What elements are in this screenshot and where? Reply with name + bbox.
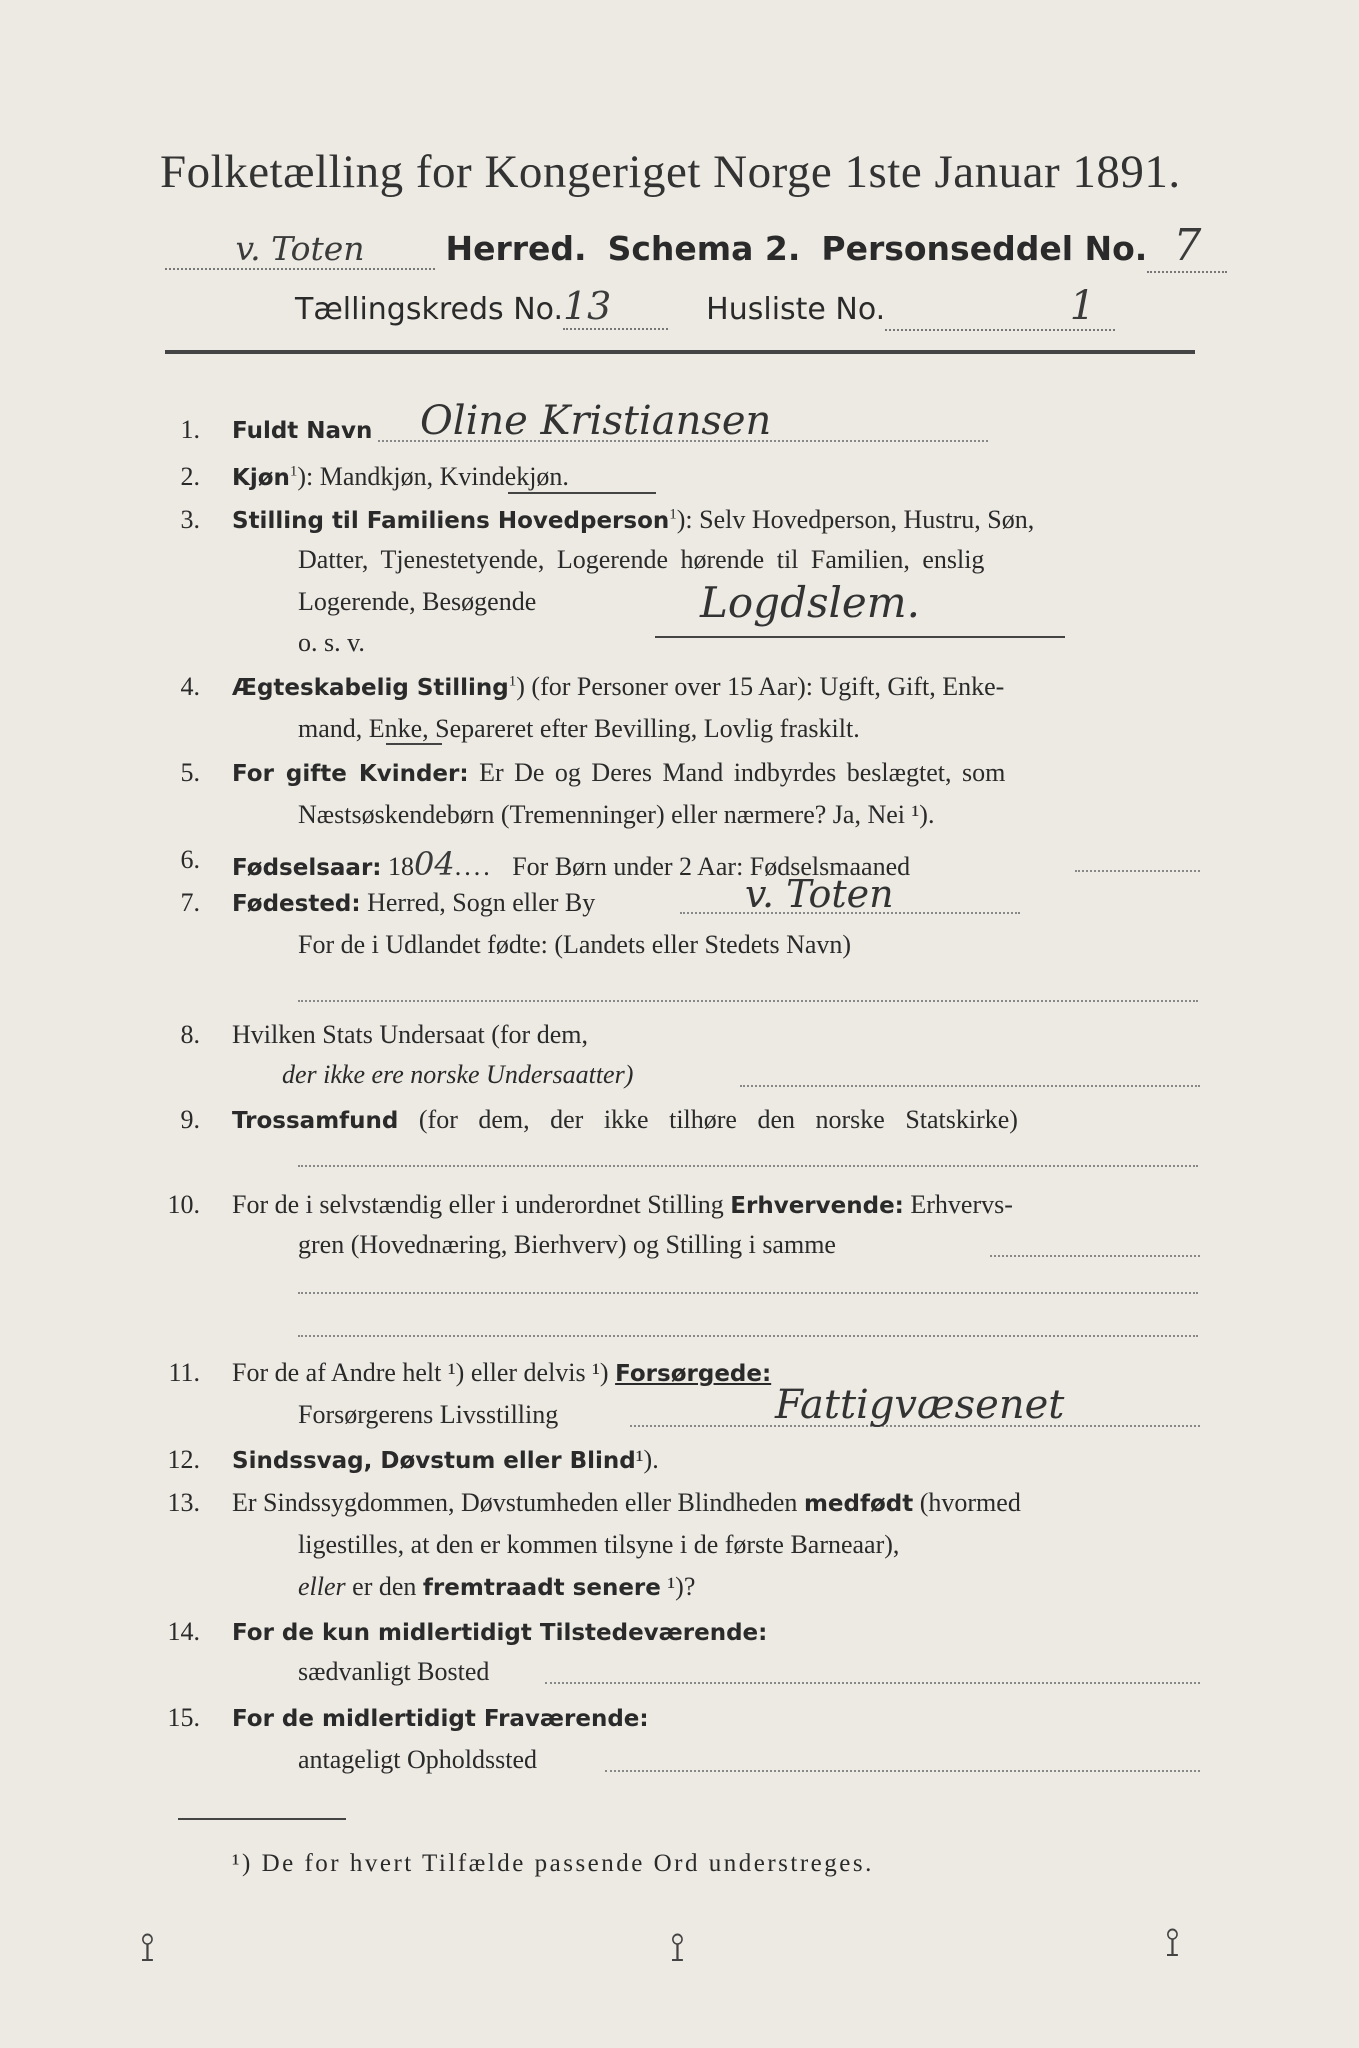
q14-row-1 xyxy=(232,1617,767,1647)
q7-text1: Herred, Sogn eller By xyxy=(367,888,596,917)
q9-num: 9. xyxy=(180,1105,200,1134)
kreds-line xyxy=(295,283,1115,331)
q2-row xyxy=(232,462,569,492)
q14-dotline xyxy=(545,1682,1200,1684)
q11-num: 11. xyxy=(168,1358,200,1387)
q12-row xyxy=(232,1445,659,1475)
q1-label: Fuldt Navn xyxy=(232,418,373,444)
q7-num: 7. xyxy=(180,888,200,917)
personseddel-value: 7 xyxy=(1173,220,1202,271)
q13-num: 13. xyxy=(167,1488,200,1517)
q6-row: Fødselsaar: 1804.... For Børn under 2 Aar: Fødselsmaaned xyxy=(232,845,911,883)
q11-text1: For de af Andre helt ¹) eller delvis ¹) xyxy=(232,1358,609,1387)
q10-dotline-3 xyxy=(298,1335,1198,1337)
q13-label2: fremtraadt senere xyxy=(422,1575,661,1601)
q12-num: 12. xyxy=(167,1445,200,1474)
q6-label: Fødselsaar: xyxy=(232,855,382,881)
q10-text1: For de i selvstændig eller i underordnet Stilling xyxy=(232,1190,724,1219)
personseddel-label: Personseddel No. xyxy=(821,229,1148,268)
footnote-rule xyxy=(178,1818,346,1820)
q6-value: 04 xyxy=(414,845,455,883)
q4-num: 4. xyxy=(180,672,200,701)
q15-text: antageligt Opholdssted xyxy=(298,1745,538,1774)
q3-label: Stilling til Familiens Hovedperson xyxy=(232,508,670,534)
q5-num: 5. xyxy=(180,758,200,787)
q2-label: Kjøn xyxy=(232,465,290,491)
q4-underline-enke xyxy=(386,743,442,745)
footnote: ¹) De for hvert Tilfælde passende Ord understreges. xyxy=(232,1850,874,1877)
q7-dotline-2 xyxy=(298,1000,1198,1002)
q3-text2: Datter, Tjenestetyende, Logerende hørende til Familien, enslig xyxy=(298,545,985,574)
herred-line xyxy=(165,220,1215,273)
q2-underline-kvindekjon xyxy=(508,492,656,494)
q10-dotline-2 xyxy=(298,1292,1198,1294)
corner-mark-center-icon: ⟟ xyxy=(670,1925,685,1971)
q3-row-1: Stilling til Familiens Hovedperson$^1$): Selv Hovedperson, Hustru, Søn, xyxy=(232,505,1035,534)
q14-text: sædvanligt Bosted xyxy=(298,1657,490,1686)
schema-label: Schema 2. xyxy=(607,229,801,268)
q6-prefix: 18 xyxy=(388,852,414,881)
q15-label: For de midlertidigt Fraværende: xyxy=(232,1706,649,1732)
q2-text: ): Mandkjøn, Kvindekjøn. xyxy=(297,462,569,491)
q3-value-underline xyxy=(655,636,1065,638)
corner-mark-right-icon: ⟟ xyxy=(1165,1920,1180,1966)
q5-row-1 xyxy=(232,758,1005,788)
q8-dotline xyxy=(740,1085,1200,1087)
q10-row-1 xyxy=(232,1190,1013,1220)
q6-num: 6. xyxy=(180,845,200,874)
q7-row-1 xyxy=(232,888,595,918)
q10-num: 10. xyxy=(167,1190,200,1219)
q3-num: 3. xyxy=(180,505,200,534)
q11-text2: Forsørgerens Livsstilling xyxy=(298,1400,559,1429)
q9-row xyxy=(232,1105,1018,1135)
q7-text2: For de i Udlandet fødte: (Landets eller Stedets Navn) xyxy=(298,930,852,959)
q8-text2: der ikke ere norske Undersaatter) xyxy=(282,1060,634,1089)
q13-row-1 xyxy=(232,1488,1021,1518)
q13-text3a: eller xyxy=(298,1572,346,1601)
q3-text4: o. s. v. xyxy=(298,628,365,657)
q7-label: Fødested: xyxy=(232,891,361,917)
q13-text3c: ¹)? xyxy=(667,1572,696,1601)
q12-text: ¹). xyxy=(635,1445,659,1474)
q9-text: (for dem, der ikke tilhøre den norske Statskirke) xyxy=(418,1105,1018,1134)
kreds-label: Tællingskreds No. xyxy=(295,292,563,327)
q1-row xyxy=(232,415,372,445)
q11-row-1 xyxy=(232,1358,771,1388)
q14-label: For de kun midlertidigt Tilstedeværende: xyxy=(232,1620,768,1646)
q12-label: Sindssvag, Døvstum eller Blind xyxy=(232,1448,636,1474)
q9-dotline xyxy=(298,1165,1198,1167)
q15-num: 15. xyxy=(167,1703,200,1732)
kreds-value: 13 xyxy=(563,284,612,328)
q8-label: Hvilken Stats Undersaat xyxy=(232,1020,485,1049)
q13-label: medfødt xyxy=(803,1491,914,1517)
q14-num: 14. xyxy=(167,1617,200,1646)
q4-text1: ) (for Personer over 15 Aar): Ugift, Gift, Enke- xyxy=(516,672,1005,701)
q3-value: Logdslem. xyxy=(700,578,920,627)
q10-text1b: Erhvervs- xyxy=(910,1190,1013,1219)
q10-label: Erhvervende: xyxy=(730,1193,904,1219)
header-rule xyxy=(165,350,1195,354)
q11-label: Forsørgede: xyxy=(615,1361,772,1387)
q13-text2: ligestilles, at den er kommen tilsyne i de første Barneaar), xyxy=(298,1530,900,1559)
q5-text1: Er De og Deres Mand indbyrdes beslægtet, som xyxy=(479,758,1006,787)
q4-label: Ægteskabelig Stilling xyxy=(232,675,509,701)
q9-label: Trossamfund xyxy=(232,1108,399,1134)
q4-row-1: Ægteskabelig Stilling$^1$) (for Personer over 15 Aar): Ugift, Gift, Enke- xyxy=(232,672,1005,701)
q10-dotline-1 xyxy=(990,1255,1200,1257)
q1-value: Oline Kristiansen xyxy=(420,398,772,444)
q5-text2: Næstsøskendebørn (Tremenninger) eller nærmere? Ja, Nei ¹). xyxy=(298,800,935,829)
husliste-value: 1 xyxy=(1069,283,1096,329)
q15-dotline xyxy=(605,1770,1200,1772)
q3-text1: ): Selv Hovedperson, Hustru, Søn, xyxy=(676,505,1035,534)
herred-value: v. Toten xyxy=(235,229,365,268)
q13-text3b: er den xyxy=(352,1572,417,1601)
corner-mark-left-icon: ⟟ xyxy=(140,1925,155,1971)
q5-label: For gifte Kvinder: xyxy=(232,761,469,787)
q4-text2: mand, Enke, Separeret efter Bevilling, Lovlig fraskilt. xyxy=(298,714,860,743)
q13-text1: Er Sindssygdommen, Døvstumheden eller Blindheden xyxy=(232,1488,798,1517)
q8-text1: (for dem, xyxy=(491,1020,588,1049)
q6-dotline xyxy=(1075,870,1200,872)
q11-value: Fattigvæsenet xyxy=(775,1382,1065,1428)
q3-text3: Logerende, Besøgende xyxy=(298,587,537,616)
herred-label: Herred. xyxy=(445,229,587,268)
q1-num: 1. xyxy=(180,415,200,444)
q8-num: 8. xyxy=(180,1020,200,1049)
q2-num: 2. xyxy=(180,462,200,491)
q15-row-1 xyxy=(232,1703,649,1733)
q13-row-3 xyxy=(298,1572,695,1602)
q13-text1b: (hvormed xyxy=(919,1488,1021,1517)
form-title: Folketælling for Kongeriget Norge 1ste Januar 1891. xyxy=(160,146,1181,198)
q10-text2: gren (Hovednæring, Bierhverv) og Stilling i samme xyxy=(298,1230,836,1259)
q2-sup: 1 xyxy=(289,463,298,480)
q6-text: For Børn under 2 Aar: Fødselsmaaned xyxy=(512,852,911,881)
q7-value: v. Toten xyxy=(745,872,894,916)
q8-row-1 xyxy=(232,1020,588,1050)
husliste-label: Husliste No. xyxy=(706,292,886,327)
